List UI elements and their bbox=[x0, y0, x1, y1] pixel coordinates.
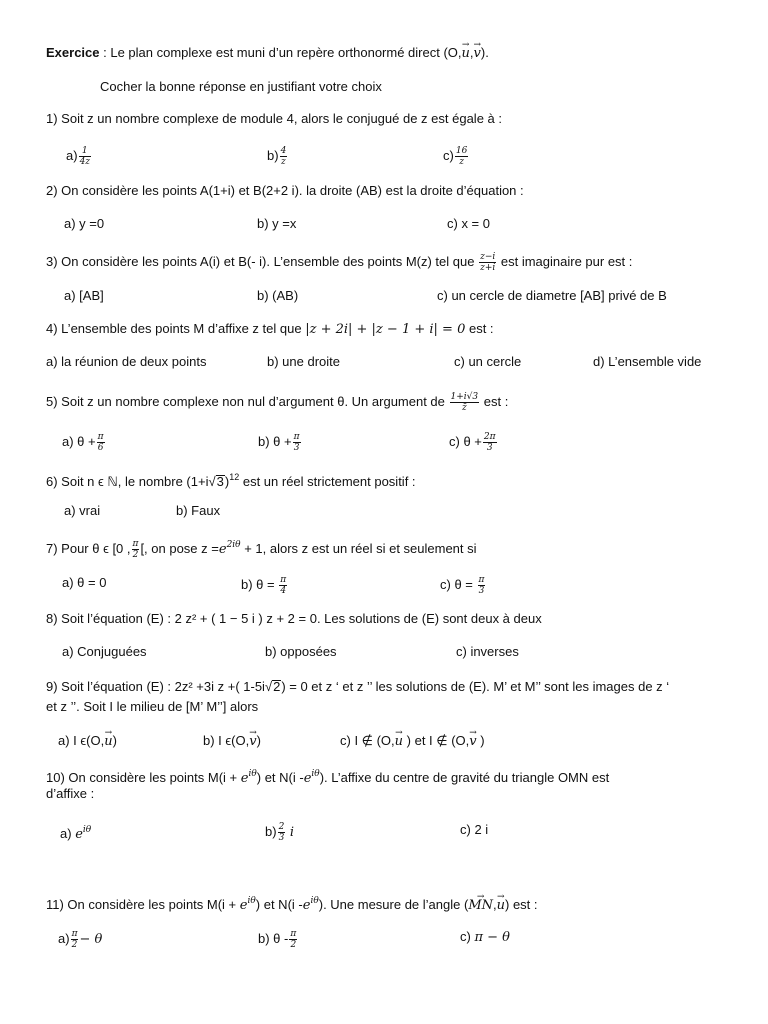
exercise-label: Exercice bbox=[46, 45, 100, 60]
q4-option-a[interactable]: a) la réunion de deux points bbox=[46, 354, 207, 369]
q11-option-a[interactable]: a) $\frac{\pi}{2}$ − θ bbox=[58, 929, 103, 950]
vector-v: → v bbox=[474, 46, 481, 62]
q1-option-b[interactable]: b) $\frac{4}{z}$ bbox=[267, 146, 287, 167]
question-8-prompt: 8) Soit l’équation (E) : 2 z² + ( 1 − 5 i ) z + 2 = 0. Les solutions de (E) sont deux à deux bbox=[46, 611, 542, 626]
q5-option-c[interactable]: c) θ + $\frac{2\pi}{3}$ bbox=[449, 432, 496, 453]
question-10-prompt: 10) On considère les points $M(i + e^{i\theta})$ et N(i $-e^{i\theta}$). L’affixe du centre de gravité du triangle OMN est bbox=[46, 769, 610, 786]
q6-option-b[interactable]: b) Faux bbox=[176, 503, 221, 518]
q10-option-a[interactable]: a) $e^{i\theta}$ bbox=[60, 825, 92, 842]
question-6-prompt: 6) Soit n ϵ ℕ, le nombre $(1+i√3)^{12}$ est un réel strictement positif : bbox=[46, 472, 416, 489]
q2-option-c[interactable]: c) x = 0 bbox=[447, 216, 490, 231]
q7-option-c[interactable]: c) θ = $\frac{\pi}{3}$ bbox=[440, 575, 485, 596]
question-11-prompt: 11) On considère les points $M(i + e^{i\theta})$ et N(i $-e^{i\theta}$). Une mesure de l’angle (→ MN,→ u) est : bbox=[46, 893, 538, 914]
question-3-prompt: 3) On considère les points A(i) et B(- i). L’ensemble des points M(z) tel que $\frac{z-i}{z+i}$ est imaginaire pur est : bbox=[46, 252, 633, 273]
exercise-title-line: Exercice : Le plan complexe est muni d’un repère orthonormé direct (O,→ u,→ v). bbox=[46, 45, 489, 62]
question-2-prompt: 2) On considère les points A(1+i) et B(2+2 i). la droite (AB) est la droite d’équation : bbox=[46, 183, 524, 198]
q4-option-b[interactable]: b) une droite bbox=[267, 354, 340, 369]
question-5-prompt: 5) Soit z un nombre complexe non nul d’argument θ. Un argument de $\frac{1+i√3}{z̄}$ est : bbox=[46, 392, 509, 413]
q3-option-a[interactable]: a) [AB] bbox=[64, 288, 104, 303]
q3-option-b[interactable]: b) (AB) bbox=[257, 288, 299, 303]
q1-option-a[interactable]: a) $\frac{1}{4z}$ bbox=[66, 146, 91, 167]
q2-option-b[interactable]: b) y =x bbox=[257, 216, 297, 231]
question-9-prompt: 9) Soit l’équation (E) : 2z² +3i z +( 1-5i√2) = 0 et z ‘ et z ’’ les solutions de (E). M’ et M’’ sont les images de z ‘ bbox=[46, 679, 670, 694]
q6-option-a[interactable]: a) vrai bbox=[64, 503, 101, 518]
question-10-prompt-line2: d’affixe : bbox=[46, 786, 95, 801]
q4-option-d[interactable]: d) L’ensemble vide bbox=[593, 354, 702, 369]
q1-option-c[interactable]: c) $\frac{16}{z}$ bbox=[443, 146, 468, 167]
q10-option-b[interactable]: b) $\frac{2}{3}$ i bbox=[265, 822, 295, 843]
question-1-prompt: 1) Soit z un nombre complexe de module 4, alors le conjugué de z est égale à : bbox=[46, 111, 502, 126]
q9-option-c[interactable]: c) I ∉ (O,→ u ) et I ∉ (O,→ v ) bbox=[340, 733, 485, 750]
question-7-prompt: 7) Pour θ ϵ [0 , $\frac{\pi}{2}$ [, on pose $z =e^{2i\theta} + 1$, alors z est un réel si et seulement si bbox=[46, 539, 477, 561]
q4-equation: |z + 2i| + |z − 1 + i| = 0 bbox=[305, 322, 466, 337]
q8-option-c[interactable]: c) inverses bbox=[456, 644, 519, 659]
q9-option-b[interactable]: b) I ϵ(O,→ v) bbox=[203, 733, 261, 750]
q7-option-b[interactable]: b) θ = $\frac{\pi}{4}$ bbox=[241, 575, 287, 596]
intro-text: : Le plan complexe est muni d’un repère orthonormé direct (O, bbox=[99, 45, 462, 60]
question-4-prompt: 4) L’ensemble des points M d’affixe z tel que |z + 2i| + |z − 1 + i| = 0 est : bbox=[46, 321, 494, 337]
question-9-prompt-line2: et z ’’. Soit I le milieu de [M’ M’’] alors bbox=[46, 699, 259, 714]
q9-option-a[interactable]: a) I ϵ(O,→ u) bbox=[58, 733, 117, 750]
q8-option-a[interactable]: a) Conjuguées bbox=[62, 644, 147, 659]
q11-option-c[interactable]: c) π − θ bbox=[460, 929, 510, 945]
q4-option-c[interactable]: c) un cercle bbox=[454, 354, 522, 369]
q5-option-a[interactable]: a) θ + $\frac{\pi}{6}$ bbox=[62, 432, 104, 453]
q10-option-c[interactable]: c) 2 i bbox=[460, 822, 489, 837]
q3-option-c[interactable]: c) un cercle de diametre [AB] privé de B bbox=[437, 288, 667, 303]
q8-option-b[interactable]: b) opposées bbox=[265, 644, 337, 659]
q7-option-a[interactable]: a) θ = 0 bbox=[62, 575, 107, 590]
q5-option-b[interactable]: b) θ + $\frac{\pi}{3}$ bbox=[258, 432, 300, 453]
q11-option-b[interactable]: b) θ - $\frac{\pi}{2}$ bbox=[258, 929, 297, 950]
instruction-text: Cocher la bonne réponse en justifiant votre choix bbox=[100, 79, 382, 94]
q2-option-a[interactable]: a) y =0 bbox=[64, 216, 105, 231]
vector-u: → u bbox=[462, 46, 470, 62]
